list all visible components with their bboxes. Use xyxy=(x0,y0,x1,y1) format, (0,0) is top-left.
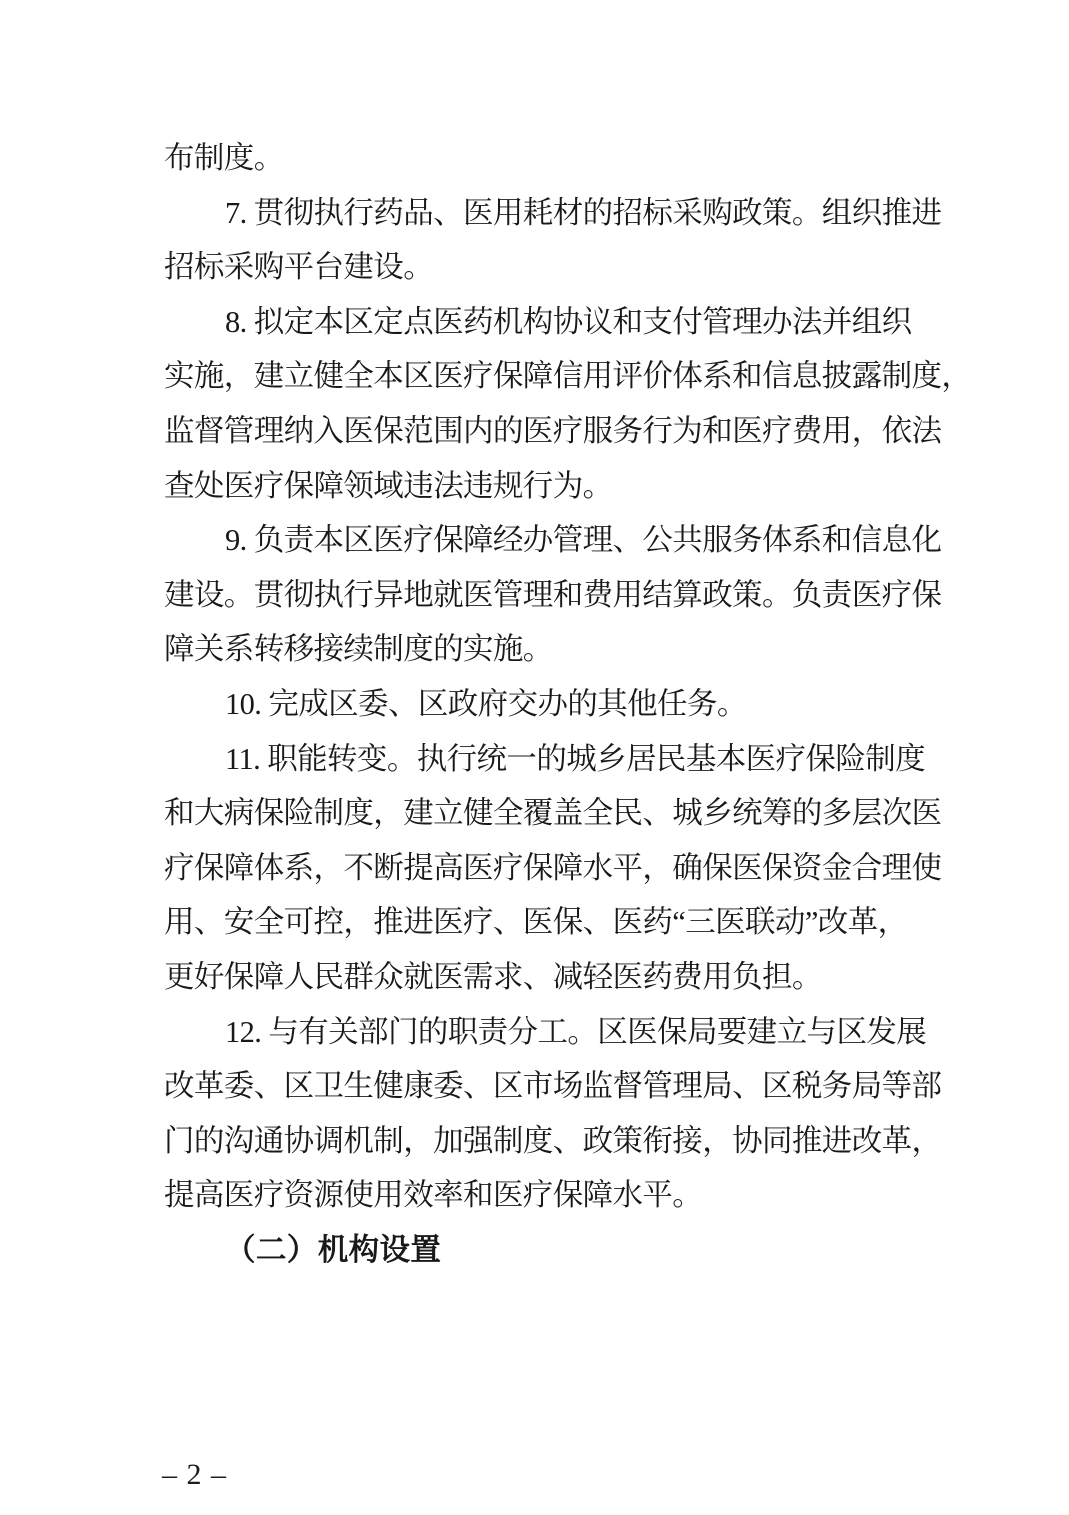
text-line: 建设。贯彻执行异地就医管理和费用结算政策。负责医疗保 xyxy=(164,577,942,612)
page-number: – 2 – xyxy=(162,1458,227,1491)
text-line: 8. 拟定本区定点医药机构协议和支付管理办法并组织 xyxy=(225,304,912,339)
text-line: 门的沟通协调机制，加强制度、政策衔接，协同推进改革， xyxy=(164,1123,942,1158)
document-body xyxy=(164,131,972,1277)
text-line: 10. 完成区委、区政府交办的其他任务。 xyxy=(225,686,747,721)
text-line: 改革委、区卫生健康委、区市场监督管理局、区税务局等部 xyxy=(164,1069,942,1104)
text-line: 查处医疗保障领域违法违规行为。 xyxy=(164,468,613,503)
text-line: 12. 与有关部门的职责分工。区医保局要建立与区发展 xyxy=(225,1014,927,1049)
text-line: 监督管理纳入医保范围内的医疗服务行为和医疗费用，依法 xyxy=(164,413,942,448)
section-heading: （二）机构设置 xyxy=(225,1232,442,1267)
text-line: 招标采购平台建设。 xyxy=(164,250,434,285)
text-line: 用、安全可控，推进医疗、医保、医药“三医联动”改革， xyxy=(164,905,908,940)
text-line: 提高医疗资源使用效率和医疗保障水平。 xyxy=(164,1178,703,1213)
text-line: 7. 贯彻执行药品、医用耗材的招标采购政策。组织推进 xyxy=(225,195,942,230)
text-line: 和大病保险制度，建立健全覆盖全民、城乡统筹的多层次医 xyxy=(164,796,942,831)
text-line: 障关系转移接续制度的实施。 xyxy=(164,632,553,667)
text-line: 实施，建立健全本区医疗保障信用评价体系和信息披露制度， xyxy=(164,359,972,394)
text-line: 更好保障人民群众就医需求、减轻医药费用负担。 xyxy=(164,959,822,994)
text-line: 疗保障体系，不断提高医疗保障水平，确保医保资金合理使 xyxy=(164,850,942,885)
text-line: 9. 负责本区医疗保障经办管理、公共服务体系和信息化 xyxy=(225,523,942,558)
text-line: 布制度。 xyxy=(164,141,284,175)
text-line: 11. 职能转变。执行统一的城乡居民基本医疗保险制度 xyxy=(225,741,926,776)
